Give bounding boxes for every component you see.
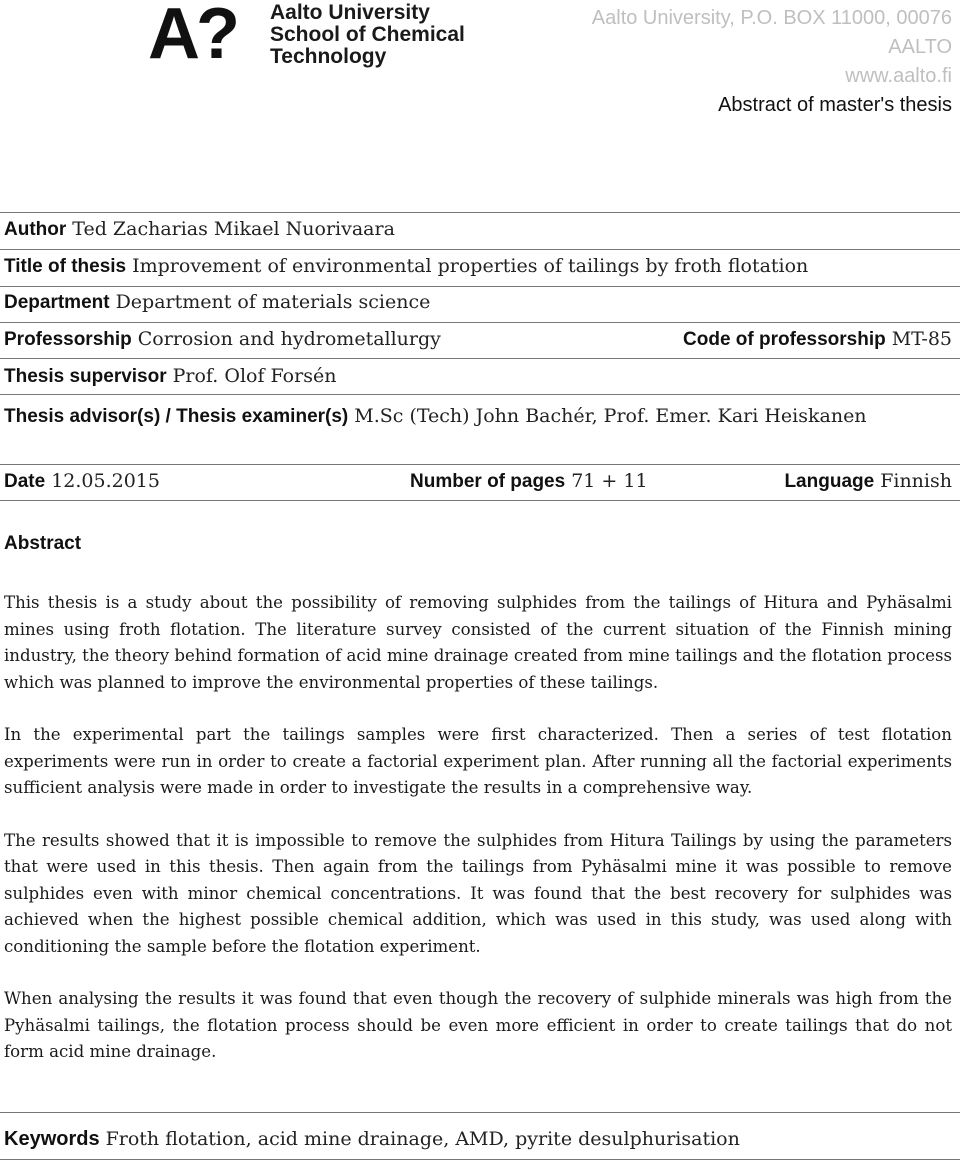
department-label: Department xyxy=(4,292,110,313)
divider xyxy=(0,394,960,395)
title-row xyxy=(4,253,952,280)
date-value: 12.05.2015 xyxy=(51,470,160,492)
department-value: Department of materials science xyxy=(115,291,431,313)
department-row xyxy=(4,289,952,316)
advisor-row xyxy=(4,400,952,433)
keywords-label: Keywords xyxy=(4,1128,100,1150)
language-info xyxy=(784,468,952,495)
abstract-paragraph: This thesis is a study about the possibility of removing sulphides from the tailings of Hitura and Pyhäsalmi mines using froth flotation. The literature survey consisted of the current situation of the Finnish mining industry, the theory behind formation of acid mine drainage created from mine tailings and the flotation process which was planned to improve the environmental properties of these tailings. xyxy=(4,593,952,692)
language-label: Language xyxy=(784,471,875,492)
abstract-paragraph: The results showed that it is impossible to remove the sulphides from Hitura Tailings by using the parameters that were used in this thesis. Then again from the tailings from Pyhäsalmi mine it was possible to remove sulphides even with minor chemical concentrations. It was found that the best recovery for sulphides was achieved when the highest possible chemical addition, which was used in this study, was used along with conditioning the sample before the flotation experiment. xyxy=(4,830,952,956)
logo-mark: A? xyxy=(148,0,236,74)
professorship-label: Professorship xyxy=(4,329,132,350)
professorship-row xyxy=(4,326,952,353)
address-line-2: AALTO xyxy=(888,36,952,58)
author-value: Ted Zacharias Mikael Nuorivaara xyxy=(72,218,395,240)
divider xyxy=(0,1159,960,1160)
abstract-paragraph: In the experimental part the tailings samples were first characterized. Then a series of test flotation experiments were run in order to create a factorial experiment plan. After running all the factorial experiments sufficient analysis were made in order to investigate the results in a comprehensive way. xyxy=(4,725,952,797)
date-row xyxy=(4,468,952,495)
divider xyxy=(0,464,960,465)
divider xyxy=(0,249,960,250)
divider xyxy=(0,358,960,359)
advisor-label: Thesis advisor(s) / Thesis examiner(s) xyxy=(4,406,349,427)
divider xyxy=(0,212,960,213)
divider xyxy=(0,1112,960,1113)
logo-line-2: School of Chemical xyxy=(270,23,465,46)
code-value: MT-85 xyxy=(891,328,952,350)
divider xyxy=(0,322,960,323)
professorship-value: Corrosion and hydrometallurgy xyxy=(137,328,441,350)
pages-label: Number of pages xyxy=(410,471,566,492)
keywords-value: Froth flotation, acid mine drainage, AMD, pyrite desulphurisation xyxy=(105,1128,740,1150)
supervisor-row xyxy=(4,363,952,390)
title-label: Title of thesis xyxy=(4,256,127,277)
author-label: Author xyxy=(4,219,67,240)
language-value: Finnish xyxy=(880,470,952,492)
supervisor-value: Prof. Olof Forsén xyxy=(172,365,337,387)
abstract-body xyxy=(4,590,952,1092)
abstract-paragraph: When analysing the results it was found that even though the recovery of sulphide minerals was high from the Pyhäsalmi tailings, the flotation process should be even more efficient in order to create tailings that do not form acid mine drainage. xyxy=(4,989,952,1061)
author-row xyxy=(4,216,952,243)
divider xyxy=(0,286,960,287)
document-type: Abstract of master's thesis xyxy=(718,94,952,116)
address-line-3: www.aalto.fi xyxy=(845,65,952,87)
logo-line-3: Technology xyxy=(270,45,387,68)
pages-info xyxy=(410,468,648,495)
supervisor-label: Thesis supervisor xyxy=(4,366,167,387)
title-value: Improvement of environmental properties of tailings by froth flotation xyxy=(132,255,809,277)
address-block xyxy=(592,4,952,120)
keywords-row xyxy=(4,1125,952,1153)
divider xyxy=(0,500,960,501)
advisor-value: M.Sc (Tech) John Bachér, Prof. Emer. Kari Heiskanen xyxy=(354,405,867,427)
address-line-1: Aalto University, P.O. BOX 11000, 00076 xyxy=(591,7,952,29)
pages-value: 71 + 11 xyxy=(571,470,648,492)
code-label: Code of professorship xyxy=(683,329,886,350)
abstract-heading: Abstract xyxy=(4,533,82,554)
logo-line-1: Aalto University xyxy=(270,1,430,24)
date-label: Date xyxy=(4,471,46,492)
logo-text xyxy=(270,2,465,68)
university-logo xyxy=(148,2,488,74)
professorship-code xyxy=(683,326,952,353)
